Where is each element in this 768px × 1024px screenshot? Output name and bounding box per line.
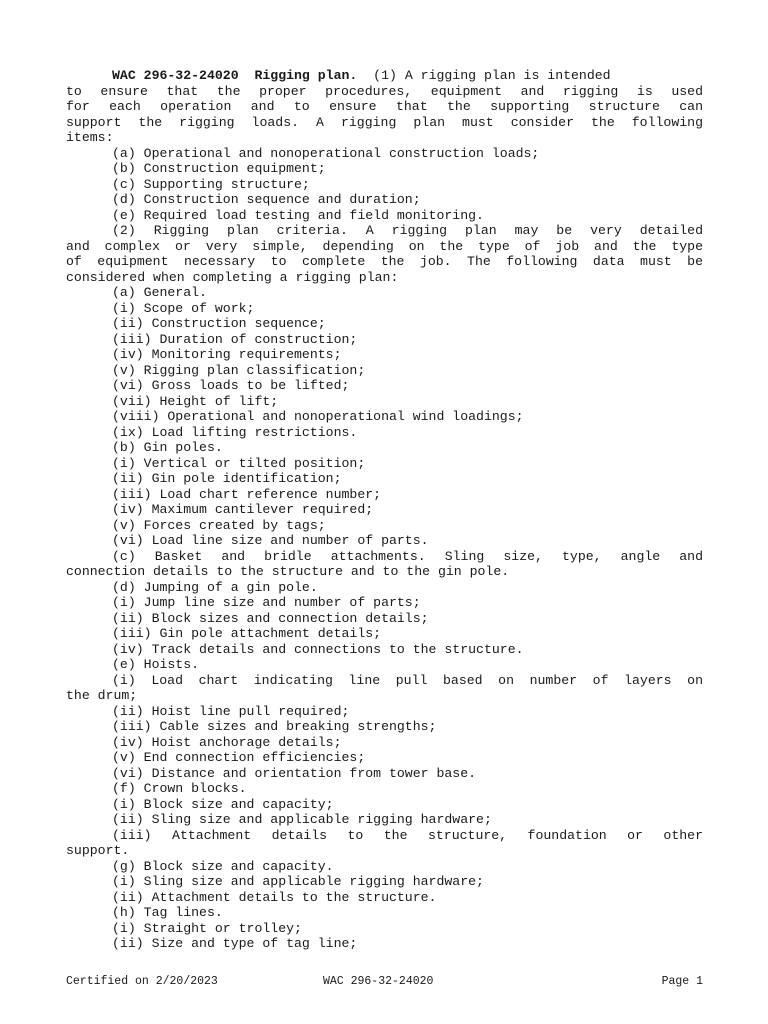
page-footer xyxy=(66,975,703,991)
text-line: (b) Gin poles. xyxy=(112,440,223,455)
text-line: (i) Load chart indicating line pull based on number of layers on xyxy=(112,672,703,688)
text-line: the drum; xyxy=(66,688,138,703)
text-line: (i) Jump line size and number of parts; xyxy=(112,595,421,610)
text-line: (iv) Track details and connections to the structure. xyxy=(112,641,524,657)
text-line: (c) Supporting structure; xyxy=(112,176,310,192)
text-lines xyxy=(66,84,703,952)
text-line: (d) Construction sequence and duration; xyxy=(112,192,421,207)
text-line: (f) Crown blocks. xyxy=(112,781,247,796)
text-line: (iv) Monitoring requirements; xyxy=(112,347,342,362)
text-line: (i) Block size and capacity; xyxy=(112,796,334,812)
text-line: (d) Jumping of a gin pole. xyxy=(112,579,318,595)
text-line: (g) Block size and capacity. xyxy=(112,858,334,874)
text-line: (v) Forces created by tags; xyxy=(112,517,326,533)
text-line: (i) Straight or trolley; xyxy=(112,920,302,936)
footer-citation: WAC 296-32-24020 xyxy=(323,975,434,988)
text-line: (iv) Hoist anchorage details; xyxy=(112,734,342,750)
text-line: (i) Vertical or tilted position; xyxy=(112,455,366,471)
text-line: (iii) Load chart reference number; xyxy=(112,486,382,502)
text-line: (2) Rigging plan criteria. A rigging plan may be very detailed xyxy=(112,223,703,238)
text-line: (a) Operational and nonoperational construction loads; xyxy=(112,145,540,161)
text-line: (c) Basket and bridle attachments. Sling size, type, angle and xyxy=(112,548,703,564)
text-line: (vi) Gross loads to be lifted; xyxy=(112,378,350,393)
text-line: items: xyxy=(66,130,114,145)
text-line: (iii) Duration of construction; xyxy=(112,331,358,347)
text-line: (1) A rigging plan is intended xyxy=(373,68,611,83)
text-line: for each operation and to ensure that the supporting structure can xyxy=(66,99,703,114)
text-line: (v) End connection efficiencies; xyxy=(112,750,366,765)
text-line: to ensure that the proper procedures, equipment and rigging is used xyxy=(66,83,703,99)
text-line: (iii) Attachment details to the structure, foundation or other xyxy=(112,827,703,843)
text-line: (vi) Distance and orientation from tower base. xyxy=(112,765,477,781)
text-line: (vi) Load line size and number of parts. xyxy=(112,533,429,548)
text-line: connection details to the structure and to the gin pole. xyxy=(66,564,510,579)
section-heading-line xyxy=(66,68,703,84)
text-line: (ii) Size and type of tag line; xyxy=(112,936,358,951)
text-line: (ii) Sling size and applicable rigging hardware; xyxy=(112,812,492,827)
text-line: and complex or very simple, depending on the type of job and the type xyxy=(66,238,703,254)
section-citation: WAC 296-32-24020 xyxy=(112,68,239,83)
text-line: (b) Construction equipment; xyxy=(112,161,326,176)
text-line: (ii) Construction sequence; xyxy=(112,316,326,331)
document-body xyxy=(66,68,703,952)
text-line: (ii) Block sizes and connection details; xyxy=(112,610,429,626)
text-line: of equipment necessary to complete the job. The following data must be xyxy=(66,254,703,269)
text-line: (ii) Gin pole identification; xyxy=(112,471,342,486)
text-line: (iii) Gin pole attachment details; xyxy=(112,626,382,641)
text-line: (viii) Operational and nonoperational wind loadings; xyxy=(112,409,524,424)
text-line: support. xyxy=(66,843,130,858)
text-line: (vii) Height of lift; xyxy=(112,393,279,409)
section-title: Rigging plan. xyxy=(254,68,358,83)
text-line: (iv) Maximum cantilever required; xyxy=(112,502,374,517)
text-line: (ix) Load lifting restrictions. xyxy=(112,424,358,440)
text-line: (i) Scope of work; xyxy=(112,300,255,316)
text-line: support the rigging loads. A rigging plan must consider the following xyxy=(66,114,703,130)
text-line: (v) Rigging plan classification; xyxy=(112,362,366,378)
text-line: (e) Required load testing and field monitoring. xyxy=(112,207,484,223)
text-line: (e) Hoists. xyxy=(112,657,200,672)
text-line: (a) General. xyxy=(112,285,207,300)
text-line: (ii) Attachment details to the structure. xyxy=(112,889,437,905)
text-line: considered when completing a rigging plan: xyxy=(66,269,399,285)
text-line: (i) Sling size and applicable rigging hardware; xyxy=(112,874,484,889)
text-line: (h) Tag lines. xyxy=(112,905,223,920)
text-line: (iii) Cable sizes and breaking strengths; xyxy=(112,719,437,734)
footer-page-number: Page 1 xyxy=(661,975,703,988)
text-line: (ii) Hoist line pull required; xyxy=(112,703,350,719)
footer-certified-date: Certified on 2/20/2023 xyxy=(66,975,218,988)
